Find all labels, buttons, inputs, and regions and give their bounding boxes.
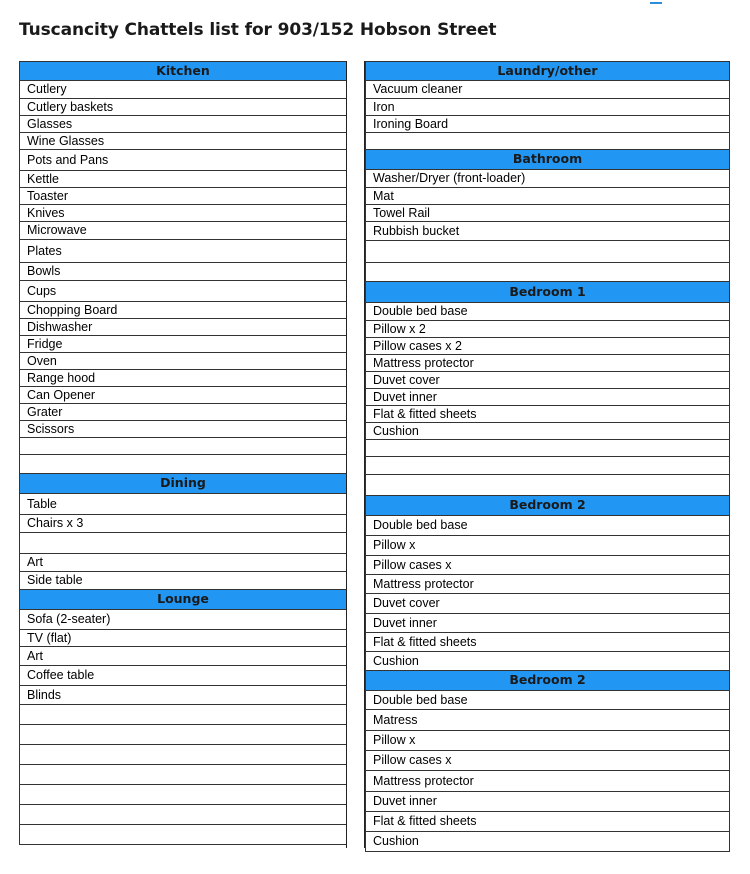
- empty-row: [365, 133, 730, 150]
- chattel-item-pillow-x: Pillow x: [365, 536, 730, 556]
- empty-row: [19, 533, 347, 554]
- chattel-item-glasses: Glasses: [19, 116, 347, 133]
- chattel-item-flat-fitted-sheets: Flat & fitted sheets: [365, 633, 730, 652]
- chattel-item-tv-flat: TV (flat): [19, 630, 347, 647]
- chattel-item-duvet-inner: Duvet inner: [365, 614, 730, 633]
- chattel-item-cushion: Cushion: [365, 832, 730, 852]
- chattel-item-knives: Knives: [19, 205, 347, 222]
- chattel-item-chairs-x-3: Chairs x 3: [19, 515, 347, 533]
- section-header-kitchen: Kitchen: [19, 61, 347, 81]
- chattel-item-chopping-board: Chopping Board: [19, 302, 347, 319]
- chattel-item-flat-fitted-sheets: Flat & fitted sheets: [365, 812, 730, 832]
- chattel-item-sofa-2-seater: Sofa (2-seater): [19, 610, 347, 630]
- empty-row: [19, 825, 347, 845]
- chattel-item-ironing-board: Ironing Board: [365, 116, 730, 133]
- corner-accent-mark: [650, 0, 662, 4]
- chattel-item-range-hood: Range hood: [19, 370, 347, 387]
- chattel-item-mattress-protector: Mattress protector: [365, 355, 730, 372]
- chattel-item-pillow-cases-x: Pillow cases x: [365, 751, 730, 771]
- empty-row: [19, 785, 347, 805]
- chattel-item-flat-fitted-sheets: Flat & fitted sheets: [365, 406, 730, 423]
- section-header-bedroom-2: Bedroom 2: [365, 496, 730, 516]
- chattel-item-vacuum-cleaner: Vacuum cleaner: [365, 81, 730, 99]
- empty-row: [365, 241, 730, 263]
- chattel-item-duvet-cover: Duvet cover: [365, 594, 730, 614]
- chattel-item-pillow-cases-x-2: Pillow cases x 2: [365, 338, 730, 355]
- chattel-item-cutlery-baskets: Cutlery baskets: [19, 99, 347, 116]
- chattel-item-art: Art: [19, 647, 347, 666]
- chattel-item-double-bed-base: Double bed base: [365, 691, 730, 710]
- chattel-item-oven: Oven: [19, 353, 347, 370]
- chattel-item-duvet-inner: Duvet inner: [365, 792, 730, 812]
- page-title: Tuscancity Chattels list for 903/152 Hobson Street: [19, 20, 497, 40]
- chattel-item-rubbish-bucket: Rubbish bucket: [365, 222, 730, 241]
- chattel-item-pillow-x: Pillow x: [365, 731, 730, 751]
- section-header-bedroom-2: Bedroom 2: [365, 671, 730, 691]
- chattel-item-grater: Grater: [19, 404, 347, 421]
- chattel-item-mattress-protector: Mattress protector: [365, 575, 730, 594]
- chattel-item-side-table: Side table: [19, 572, 347, 590]
- chattel-item-kettle: Kettle: [19, 171, 347, 188]
- chattel-item-matress: Matress: [365, 710, 730, 731]
- section-header-bathroom: Bathroom: [365, 150, 730, 170]
- section-header-laundry-other: Laundry/other: [365, 61, 730, 81]
- chattel-item-blinds: Blinds: [19, 686, 347, 705]
- chattel-item-plates: Plates: [19, 240, 347, 263]
- right-chattels-column: [365, 61, 730, 852]
- empty-row: [19, 705, 347, 725]
- empty-row: [19, 805, 347, 825]
- column-separator: [346, 61, 365, 848]
- empty-row: [365, 440, 730, 457]
- empty-row: [19, 745, 347, 765]
- chattel-item-pots-and-pans: Pots and Pans: [19, 150, 347, 171]
- chattel-item-iron: Iron: [365, 99, 730, 116]
- section-header-dining: Dining: [19, 474, 347, 494]
- chattel-item-double-bed-base: Double bed base: [365, 303, 730, 321]
- empty-row: [19, 438, 347, 455]
- chattel-item-art: Art: [19, 554, 347, 572]
- chattel-item-coffee-table: Coffee table: [19, 666, 347, 686]
- chattel-item-can-opener: Can Opener: [19, 387, 347, 404]
- chattel-item-microwave: Microwave: [19, 222, 347, 240]
- empty-row: [19, 725, 347, 745]
- empty-row: [365, 475, 730, 496]
- chattel-item-cushion: Cushion: [365, 652, 730, 671]
- empty-row: [365, 263, 730, 282]
- chattel-item-scissors: Scissors: [19, 421, 347, 438]
- chattel-item-washer-dryer-front-loader: Washer/Dryer (front-loader): [365, 170, 730, 188]
- chattel-item-double-bed-base: Double bed base: [365, 516, 730, 536]
- chattel-item-mat: Mat: [365, 188, 730, 205]
- chattel-item-cushion: Cushion: [365, 423, 730, 440]
- chattel-item-table: Table: [19, 494, 347, 515]
- left-chattels-column: [19, 61, 347, 845]
- chattel-item-cups: Cups: [19, 281, 347, 302]
- chattel-item-towel-rail: Towel Rail: [365, 205, 730, 222]
- section-header-bedroom-1: Bedroom 1: [365, 282, 730, 303]
- chattel-item-pillow-cases-x: Pillow cases x: [365, 556, 730, 575]
- empty-row: [365, 457, 730, 475]
- chattel-item-fridge: Fridge: [19, 336, 347, 353]
- chattel-item-mattress-protector: Mattress protector: [365, 771, 730, 792]
- section-header-lounge: Lounge: [19, 590, 347, 610]
- empty-row: [19, 765, 347, 785]
- chattel-item-duvet-cover: Duvet cover: [365, 372, 730, 389]
- chattel-item-cutlery: Cutlery: [19, 81, 347, 99]
- chattel-item-bowls: Bowls: [19, 263, 347, 281]
- chattel-item-duvet-inner: Duvet inner: [365, 389, 730, 406]
- empty-row: [19, 455, 347, 474]
- chattel-item-pillow-x-2: Pillow x 2: [365, 321, 730, 338]
- chattel-item-dishwasher: Dishwasher: [19, 319, 347, 336]
- chattel-item-wine-glasses: Wine Glasses: [19, 133, 347, 150]
- chattel-item-toaster: Toaster: [19, 188, 347, 205]
